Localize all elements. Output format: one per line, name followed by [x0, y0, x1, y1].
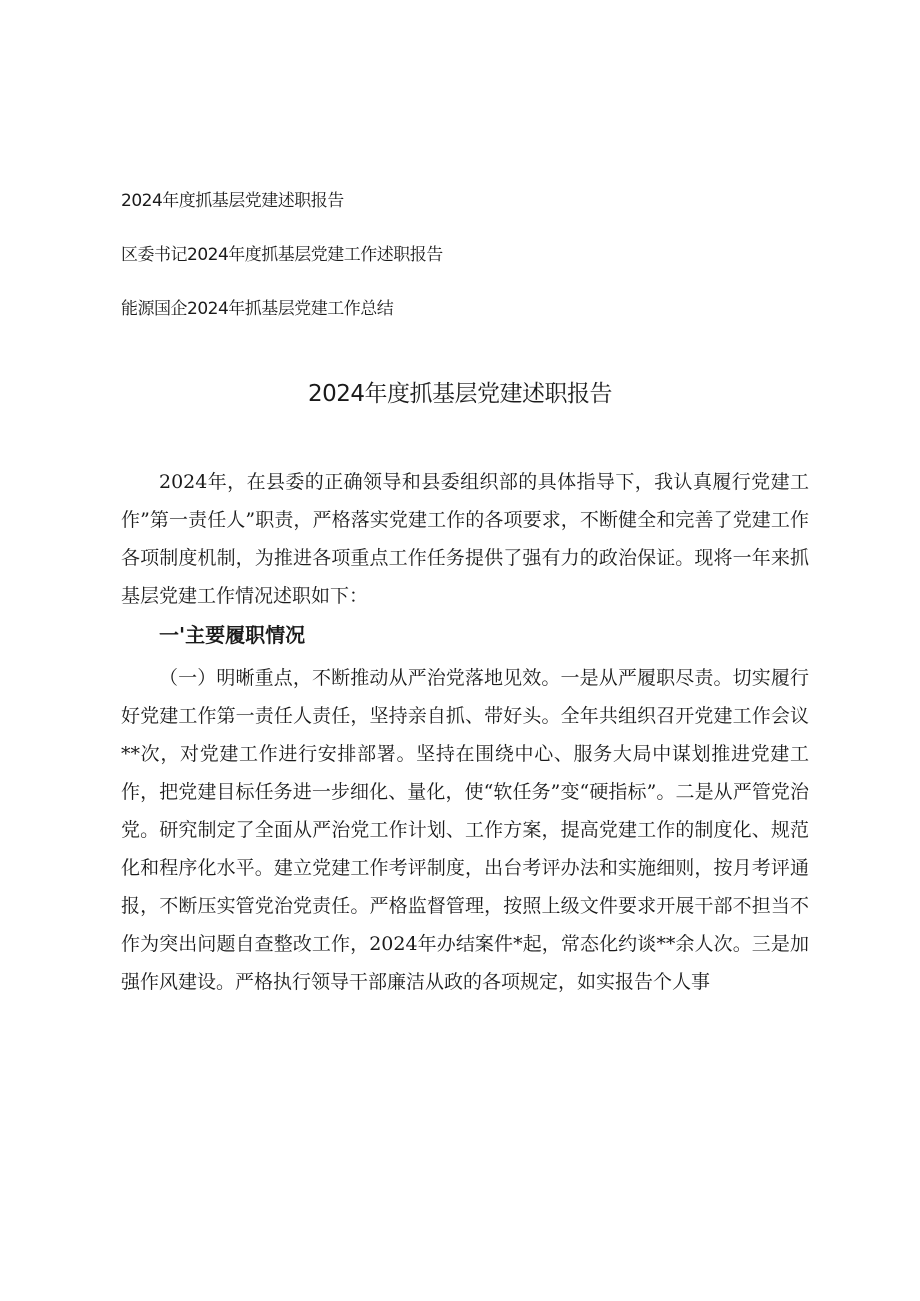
related-documents-list: [121, 188, 443, 323]
related-document-title: 能源国企2024年抓基层党建工作总结: [121, 299, 394, 319]
document-body: [121, 463, 809, 1001]
related-document-title: 区委书记2024年度抓基层党建工作述职报告: [121, 245, 443, 265]
intro-paragraph: 2024年，在县委的正确领导和县委组织部的具体指导下，我认真履行党建工作”第一责任人”职责，严格落实党建工作的各项要求，不断健全和完善了党建工作各项制度机制，为推进各项重点工作任务提供了强有力的政治保证。现将一年来抓基层党建工作情况述职如下：: [121, 471, 809, 607]
body-paragraph: （一）明晰重点，不断推动从严治党落地见效。一是从严履职尽责。切实履行好党建工作第一责任人责任，坚持亲自抓、带好头。全年共组织召开党建工作会议**次，对党建工作进行安排部署。坚持在围绕中心、服务大局中谋划推进党建工作，把党建目标任务进一步细化、量化，使“软任务”变“硬指标”。二是从严管党治党。研究制定了全面从严治党工作计划、工作方案，提高党建工作的制度化、规范化和程序化水平。建立党建工作考评制度，出台考评办法和实施细则，按月考评通报，不断压实管党治党责任。严格监督管理，按照上级文件要求开展干部不担当不作为突出问题自查整改工作，2024年办结案件*起，常态化约谈**余人次。三是加强作风建设。严格执行领导干部廉洁从政的各项规定，如实报告个人事: [121, 667, 809, 993]
document-title: 2024年度抓基层党建述职报告: [307, 381, 613, 407]
section-heading: 一'主要履职情况: [159, 623, 306, 647]
related-document-title: 2024年度抓基层党建述职报告: [121, 191, 344, 211]
